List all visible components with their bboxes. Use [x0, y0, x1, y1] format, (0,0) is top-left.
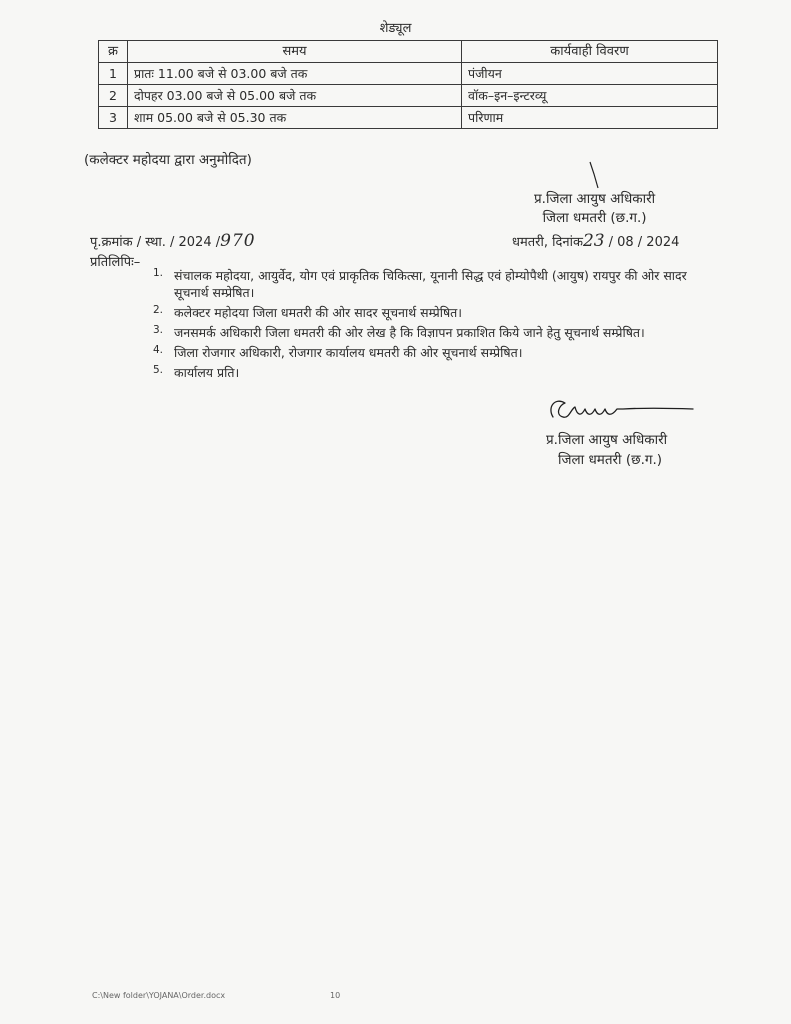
list-item — [153, 364, 713, 381]
row-details: पंजीयन — [462, 63, 718, 85]
date-line — [512, 231, 679, 251]
list-item-text: कार्यालय प्रति। — [174, 365, 240, 380]
reference-number: 970 — [220, 231, 256, 251]
reference-line — [90, 231, 256, 251]
signatory-place: जिला धमतरी (छ.ग.) — [542, 210, 647, 226]
header-no: क्र — [99, 41, 128, 63]
row-time: प्रातः 11.00 बजे से 03.00 बजे तक — [127, 63, 461, 85]
row-details: परिणाम — [462, 107, 718, 129]
list-item-number: 5. — [153, 364, 164, 376]
date-prefix: धमतरी, दिनांक — [512, 235, 583, 250]
copy-to-label: प्रतिलिपिः– — [90, 255, 141, 270]
signatory-title: प्र.जिला आयुष अधिकारी — [546, 432, 668, 448]
list-item — [153, 344, 713, 361]
row-no: 2 — [99, 85, 128, 107]
row-no: 3 — [99, 107, 128, 129]
list-item-text: संचालक महोदया, आयुर्वेद, योग एवं प्राकृतिक चिकित्सा, यूनानी सिद्ध एवं होम्योपैथी (आयुष) रायपुर की ओर सादर सूचनार्थ सम्प्रेषित। — [174, 268, 687, 300]
copy-to-list — [153, 267, 713, 384]
reference-prefix: पृ.क्रमांक / स्था. / 2024 / — [90, 235, 221, 250]
table-row — [99, 63, 718, 85]
row-details: वॉक–इन–इन्टरव्यू — [462, 85, 718, 107]
header-details: कार्यवाही विवरण — [462, 41, 718, 63]
signature-block-bottom — [546, 430, 667, 470]
list-item-number: 4. — [153, 344, 164, 356]
list-item — [153, 267, 713, 301]
schedule-heading: शेड्यूल — [379, 21, 412, 36]
footer-page-number: 10 — [330, 991, 341, 1000]
header-time: समय — [127, 41, 461, 63]
list-item — [153, 324, 713, 341]
list-item-text: जिला रोजगार अधिकारी, रोजगार कार्यालय धमतरी की ओर सूचनार्थ सम्प्रेषित। — [174, 345, 523, 360]
list-item-number: 3. — [153, 324, 164, 336]
table-header-row — [99, 41, 718, 63]
list-item-text: जनसमर्क अधिकारी जिला धमतरी की ओर लेख है कि विज्ञापन प्रकाशित किये जाने हेतु सूचनार्थ सम्प्रेषित। — [174, 325, 645, 340]
row-time: शाम 05.00 बजे से 05.30 तक — [127, 107, 461, 129]
list-item-number: 2. — [153, 304, 164, 316]
list-item-number: 1. — [153, 267, 164, 279]
approval-note: (कलेक्टर महोदया द्वारा अनुमोदित) — [84, 152, 252, 168]
table-row — [99, 85, 718, 107]
signatory-place: जिला धमतरी (छ.ग.) — [558, 452, 663, 468]
handwritten-signature — [545, 395, 695, 427]
row-no: 1 — [99, 63, 128, 85]
list-item-text: कलेक्टर महोदया जिला धमतरी की ओर सादर सूचनार्थ सम्प्रेषित। — [174, 305, 463, 320]
list-item — [153, 304, 713, 321]
date-rest: / 08 / 2024 — [608, 235, 680, 250]
ink-tick-mark — [588, 160, 600, 190]
row-time: दोपहर 03.00 बजे से 05.00 बजे तक — [127, 85, 461, 107]
table-row — [99, 107, 718, 129]
signature-block-top — [534, 190, 655, 228]
footer-file-path: C:\New folder\YOJANA\Order.docx — [92, 991, 226, 1000]
date-day: 23 — [582, 231, 605, 251]
signatory-title: प्र.जिला आयुष अधिकारी — [534, 191, 656, 207]
schedule-table — [98, 40, 718, 129]
